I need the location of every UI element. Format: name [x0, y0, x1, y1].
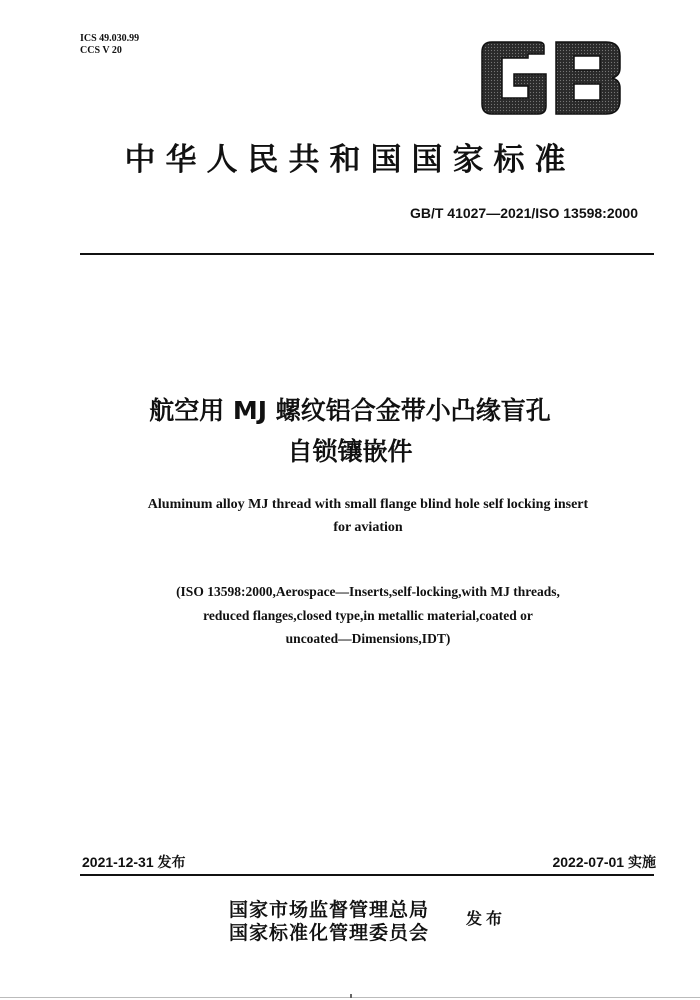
ccs-code: CCS V 20: [80, 45, 122, 56]
chinese-title-line-1: 航空用 MJ 螺纹铝合金带小凸缘盲孔: [149, 396, 551, 425]
footer-divider: [80, 874, 654, 876]
ics-code: ICS 49.030.99: [80, 33, 140, 44]
english-title-line-2: for aviation: [333, 520, 403, 535]
standard-number: GB/T 41027—2021/ISO 13598:2000: [409, 205, 638, 221]
issuer-line-1: 国家市场监督管理总局: [229, 899, 430, 921]
english-title-line-1: Aluminum alloy MJ thread with small flange blind hole self locking insert: [147, 497, 589, 512]
gb-logo: [478, 40, 624, 116]
page-center-tick: [350, 994, 352, 998]
publish-date: 2021-12-31 发布: [82, 854, 186, 870]
chinese-title-line-2: 自锁镶嵌件: [287, 437, 413, 466]
implementation-date: 2022-07-01 实施: [552, 854, 656, 870]
iso-reference-line-1: (ISO 13598:2000,Aerospace—Inserts,self-locking,with MJ threads,: [176, 584, 560, 599]
top-divider: [80, 253, 654, 255]
agency-title: 中华人民共和国国家标准: [124, 142, 576, 178]
iso-reference-line-2: reduced flanges,closed type,in metallic material,coated or: [203, 608, 533, 623]
iso-reference-line-3: uncoated—Dimensions,IDT): [285, 631, 451, 646]
issue-label: 发布: [466, 909, 507, 928]
issuer-line-2: 国家标准化管理委员会: [229, 922, 430, 944]
